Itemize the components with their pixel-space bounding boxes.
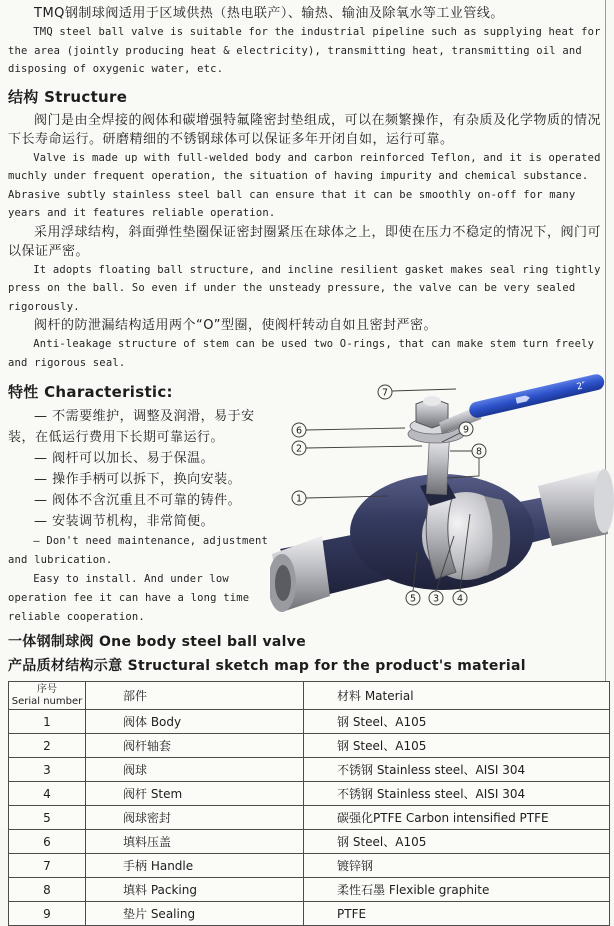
cell-material: 钢 Steel、A105 <box>304 710 610 734</box>
svg-text:7: 7 <box>381 387 389 399</box>
callout-6 <box>292 423 306 437</box>
intro-paragraph-en: TMQ steel ball valve is suitable for the industrial pipeline such as supplying heat for the area (jointly producing heat & electricity), transmitting heat, transmitting oil and disposing of oxygenic water, etc. <box>8 26 601 75</box>
characteristic-item: Easy to install. And under low operation fee it can have a long time reliable cooperation. <box>8 573 250 623</box>
cell-serial: 7 <box>9 854 86 878</box>
cell-part: 手柄 Handle <box>86 854 304 878</box>
structure-p2-zh: 采用浮球结构，斜面弹性垫圈保证密封圈紧压在球体之上，即使在压力不稳定的情况下，阀门可以保证严密。 <box>8 224 602 259</box>
cell-material: 柔性石墨 Flexible graphite <box>304 878 610 902</box>
cell-material: 钢 Steel、A105 <box>304 734 610 758</box>
characteristic-item: — 阀杆可以加长、易于保温。 <box>34 451 215 466</box>
callout-7 <box>378 385 392 399</box>
cell-serial: 8 <box>9 878 86 902</box>
svg-text:2: 2 <box>295 443 303 455</box>
product-title: 一体钢制球阀 One body steel ball valve <box>8 634 306 650</box>
cell-serial: 3 <box>9 758 86 782</box>
callout-5 <box>406 591 420 605</box>
callout-4 <box>453 591 467 605</box>
callout-3 <box>429 591 443 605</box>
cell-serial: 5 <box>9 806 86 830</box>
table-row <box>9 758 610 782</box>
header-material: 材料 Material <box>304 682 610 710</box>
structure-p1-en: Valve is made up with full-welded body and carbon reinforced Teflon, and it is operated muchly under frequent operation, the situation of having impurity and chemical substance. Abrasive subtly stainless steel ball can ensure that it can be smoothly on-off for many years and it features reliable operation. <box>8 151 601 219</box>
material-table <box>8 681 610 926</box>
table-row <box>9 710 610 734</box>
structure-heading: 结构 Structure <box>8 87 128 106</box>
characteristic-item: — 不需要维护，调整及润滑，易于安装，在低运行费用下长期可靠运行。 <box>8 409 255 445</box>
cell-material: PTFE <box>304 902 610 926</box>
svg-text:6: 6 <box>295 425 303 437</box>
structure-p3-en: Anti-leakage structure of stem can be used two O-rings, that can make stem turn freely and rigorous seal. <box>8 338 595 369</box>
svg-text:3: 3 <box>432 593 440 605</box>
cell-part: 阀球 <box>86 758 304 782</box>
cell-material: 不锈钢 Stainless steel、AISI 304 <box>304 758 610 782</box>
callout-9 <box>459 422 473 436</box>
characteristic-text-column <box>8 374 270 627</box>
structure-p2-en: It adopts floating ball structure, and incline resilient gasket makes seal ring tightly press on the ball. So even if under the unsteady pressure, the valve can be very sealed rigorously. <box>8 263 601 313</box>
characteristic-section <box>8 374 605 627</box>
material-table-header-row <box>9 682 610 710</box>
structure-p3-zh: 阀杆的防泄漏结构适用两个“O”型圈，使阀杆转动自如且密封严密。 <box>34 318 437 333</box>
svg-text:8: 8 <box>475 446 483 458</box>
product-subtitle: 产品质材结构示意 Structural sketch map for the product's material <box>8 658 526 674</box>
cell-part: 阀杆轴套 <box>86 734 304 758</box>
intro-paragraph-zh: TMQ钢制球阀适用于区域供热（热电联产）、输热、输油及除氧水等工业管线。 <box>34 6 504 21</box>
cell-part: 阀球密封 <box>86 806 304 830</box>
svg-text:4: 4 <box>456 593 464 605</box>
cell-serial: 1 <box>9 710 86 734</box>
characteristic-item: — Don't need maintenance, adjustment and lubrication. <box>8 535 269 566</box>
table-row <box>9 782 610 806</box>
svg-text:1: 1 <box>295 493 303 505</box>
characteristic-item: — 阀体不含沉重且不可靠的铸件。 <box>34 493 242 508</box>
structure-p1-zh: 阀门是由全焊接的阀体和碳增强特氟隆密封垫组成，可以在频繁操作，有杂质及化学物质的情况下长寿命运行。研磨精细的不锈钢球体可以保证多年开闭自如，运行可靠。 <box>8 112 602 147</box>
cell-serial: 6 <box>9 830 86 854</box>
cell-part: 阀体 Body <box>86 710 304 734</box>
characteristic-item: — 安装调节机构，非常简便。 <box>34 514 215 529</box>
cell-part: 垫片 Sealing <box>86 902 304 926</box>
table-row <box>9 902 610 926</box>
ball-valve-diagram-svg <box>270 374 614 624</box>
handle-size-label: 2″ <box>575 380 587 393</box>
cell-serial: 9 <box>9 902 86 926</box>
callout-2 <box>292 441 306 455</box>
callout-8 <box>472 444 486 458</box>
table-row <box>9 734 610 758</box>
ball-valve-illustration <box>270 374 614 624</box>
cell-serial: 2 <box>9 734 86 758</box>
characteristic-item: — 操作手柄可以拆下，换向安装。 <box>34 472 242 487</box>
svg-text:5: 5 <box>409 593 417 605</box>
cell-part: 填料压盖 <box>86 830 304 854</box>
cell-material: 碳强化PTFE Carbon intensified PTFE <box>304 806 610 830</box>
cell-serial: 4 <box>9 782 86 806</box>
svg-text:9: 9 <box>462 424 470 436</box>
characteristic-heading: 特性 Characteristic: <box>8 383 173 401</box>
cell-part: 阀杆 Stem <box>86 782 304 806</box>
cell-material: 钢 Steel、A105 <box>304 830 610 854</box>
table-row <box>9 854 610 878</box>
cell-part: 填料 Packing <box>86 878 304 902</box>
callout-1 <box>292 491 306 505</box>
cell-material: 镀锌钢 <box>304 854 610 878</box>
header-serial-number: 序号 Serial number <box>9 682 86 710</box>
table-row <box>9 830 610 854</box>
cell-material: 不锈钢 Stainless steel、AISI 304 <box>304 782 610 806</box>
table-row <box>9 806 610 830</box>
table-row <box>9 878 610 902</box>
header-part: 部件 <box>86 682 304 710</box>
